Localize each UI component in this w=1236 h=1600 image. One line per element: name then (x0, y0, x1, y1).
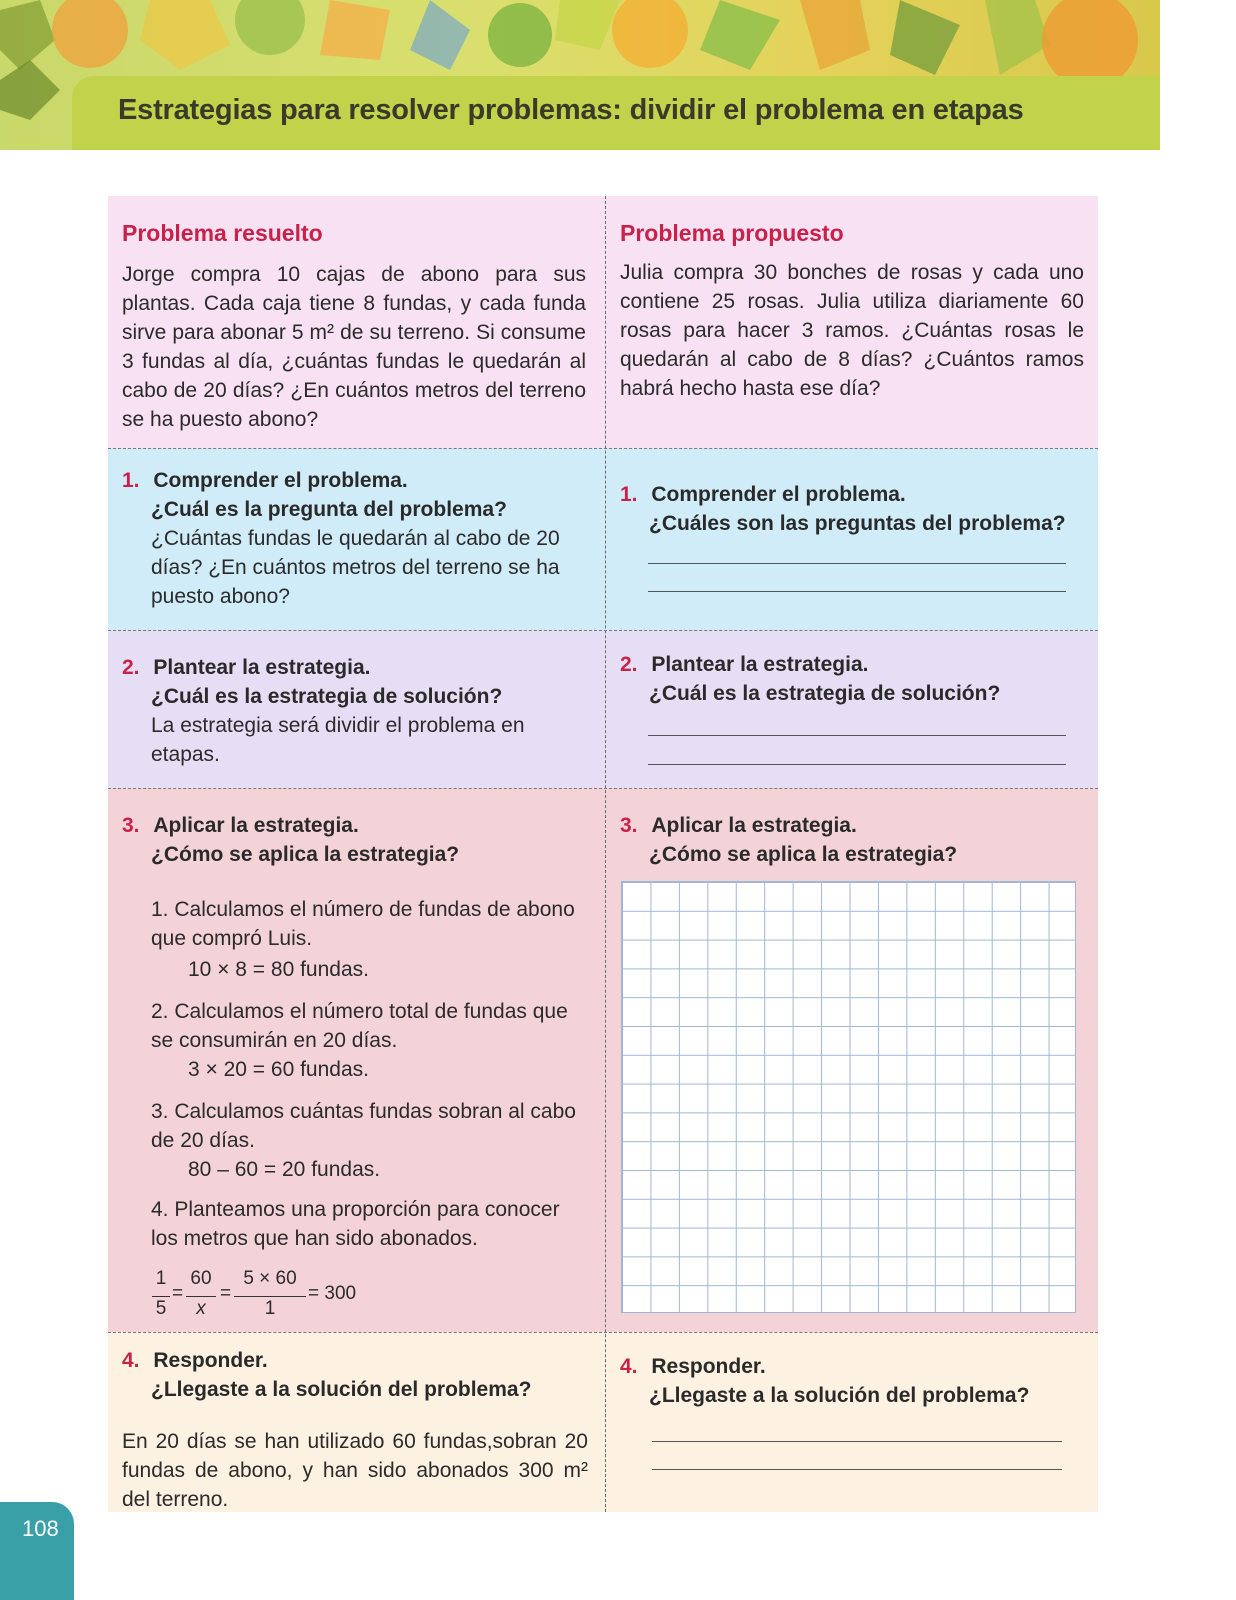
page-title: Estrategias para resolver problemas: dividir el problema en etapas (118, 94, 1024, 126)
step-title: Plantear la estrategia. (651, 653, 869, 676)
step-question: ¿Llegaste a la solución del problema? (649, 1384, 1030, 1407)
step-question: ¿Cuál es la estrategia de solución? (151, 685, 503, 708)
header-banner (0, 0, 1160, 150)
left-step3 (122, 811, 592, 869)
step-question: ¿Cómo se aplica la estrategia? (649, 843, 958, 866)
divider (108, 448, 1098, 449)
solved-problem-heading: Problema resuelto (122, 220, 323, 246)
step-title: Responder. (153, 1349, 268, 1372)
divider (108, 630, 1098, 631)
step-number: 3. (620, 814, 638, 837)
substep-calc: 80 – 60 = 20 fundas. (188, 1158, 381, 1181)
fraction-denominator: 1 (264, 1298, 276, 1319)
right-step1 (620, 480, 1090, 538)
step-question: ¿Cómo se aplica la estrategia? (151, 843, 460, 866)
substep-text: 4. Planteamos una proporción para conocer los metros que han sido abonados. (151, 1198, 560, 1250)
substep-1 (151, 895, 591, 984)
step-question: ¿Cuáles son las preguntas del problema? (649, 512, 1066, 535)
proposed-problem-text: Julia compra 30 bonches de rosas y cada uno contiene 25 rosas. Julia utiliza diariamente 60 rosas para hacer 3 ramos. ¿Cuántas rosas le quedarán al cabo de 8 días? ¿Cuántos ramos habrá hecho hasta ese día? (620, 261, 1084, 400)
answer-line-3[interactable] (648, 735, 1066, 736)
answer-line-1[interactable] (648, 563, 1066, 564)
step-number: 4. (620, 1355, 638, 1378)
fraction-bar (186, 1296, 216, 1297)
substep-2 (151, 997, 591, 1084)
left-step4-answer: En 20 días se han utilizado 60 fundas,sobran 20 fundas de abono, y han sido abonados 300 m² del terreno. (122, 1430, 588, 1511)
step-question: ¿Llegaste a la solución del problema? (151, 1378, 532, 1401)
fraction-bar (152, 1296, 170, 1297)
step-title: Comprender el problema. (651, 483, 906, 506)
proposed-problem-heading: Problema propuesto (620, 220, 844, 246)
work-grid[interactable] (621, 881, 1076, 1313)
substep-4 (151, 1195, 591, 1253)
step-number: 2. (122, 656, 140, 679)
fraction-numerator: 1 (155, 1268, 167, 1289)
left-step1 (122, 466, 592, 611)
divider (108, 788, 1098, 789)
step-number: 3. (122, 814, 140, 837)
title-bar (72, 76, 1160, 150)
fraction-denominator: 5 (155, 1298, 167, 1319)
right-step4 (620, 1352, 1090, 1410)
step-title: Aplicar la estrategia. (651, 814, 857, 837)
substep-text: 2. Calculamos el número total de fundas que se consumirán en 20 días. (151, 1000, 568, 1052)
step-title: Plantear la estrategia. (153, 656, 371, 679)
step-number: 4. (122, 1349, 140, 1372)
fraction-denominator: x (196, 1298, 206, 1319)
fraction-numerator: 60 (190, 1268, 212, 1289)
step-answer: La estrategia será dividir el problema en etapas. (151, 714, 525, 766)
answer-line-6[interactable] (652, 1469, 1062, 1470)
equals-sign: = (172, 1283, 184, 1304)
substep-calc: 3 × 20 = 60 fundas. (188, 1058, 369, 1081)
fraction-numerator: 5 × 60 (243, 1268, 297, 1289)
step-title: Responder. (651, 1355, 766, 1378)
left-step2 (122, 653, 592, 769)
step-title: Comprender el problema. (153, 469, 408, 492)
substep-text: 3. Calculamos cuántas fundas sobran al cabo de 20 días. (151, 1100, 576, 1152)
solved-problem-text: Jorge compra 10 cajas de abono para sus plantas. Cada caja tiene 8 fundas, y cada funda sirve para abonar 5 m² de su terreno. Si consume 3 fundas al día, ¿cuántas fundas le quedarán al cabo de 20 días? ¿En cuántos metros del terreno se ha puesto abono? (122, 263, 586, 431)
substep-calc: 10 × 8 = 80 fundas. (188, 958, 369, 981)
substep-text: 1. Calculamos el número de fundas de abono que compró Luis. (151, 898, 575, 950)
step-number: 1. (620, 483, 638, 506)
answer-line-4[interactable] (648, 764, 1066, 765)
left-step4 (122, 1346, 592, 1404)
right-step3 (620, 811, 1090, 869)
fraction-bar (234, 1296, 306, 1297)
page-number: 108 (22, 1516, 59, 1541)
step-number: 2. (620, 653, 638, 676)
answer-line-2[interactable] (648, 591, 1066, 592)
step-question: ¿Cuál es la pregunta del problema? (151, 498, 507, 521)
equals-sign: = (220, 1283, 232, 1304)
right-step2 (620, 650, 1090, 708)
step-question: ¿Cuál es la estrategia de solución? (649, 682, 1001, 705)
column-divider (605, 196, 606, 1512)
step-answer: ¿Cuántas fundas le quedarán al cabo de 20 días? ¿En cuántos metros del terreno se ha puesto abono? (151, 527, 560, 608)
step-number: 1. (122, 469, 140, 492)
step-title: Aplicar la estrategia. (153, 814, 359, 837)
substep-3 (151, 1097, 591, 1184)
page-number-tab (0, 1502, 74, 1600)
proportion-result: = 300 (308, 1283, 357, 1304)
divider (108, 1332, 1098, 1333)
answer-line-5[interactable] (652, 1441, 1062, 1442)
